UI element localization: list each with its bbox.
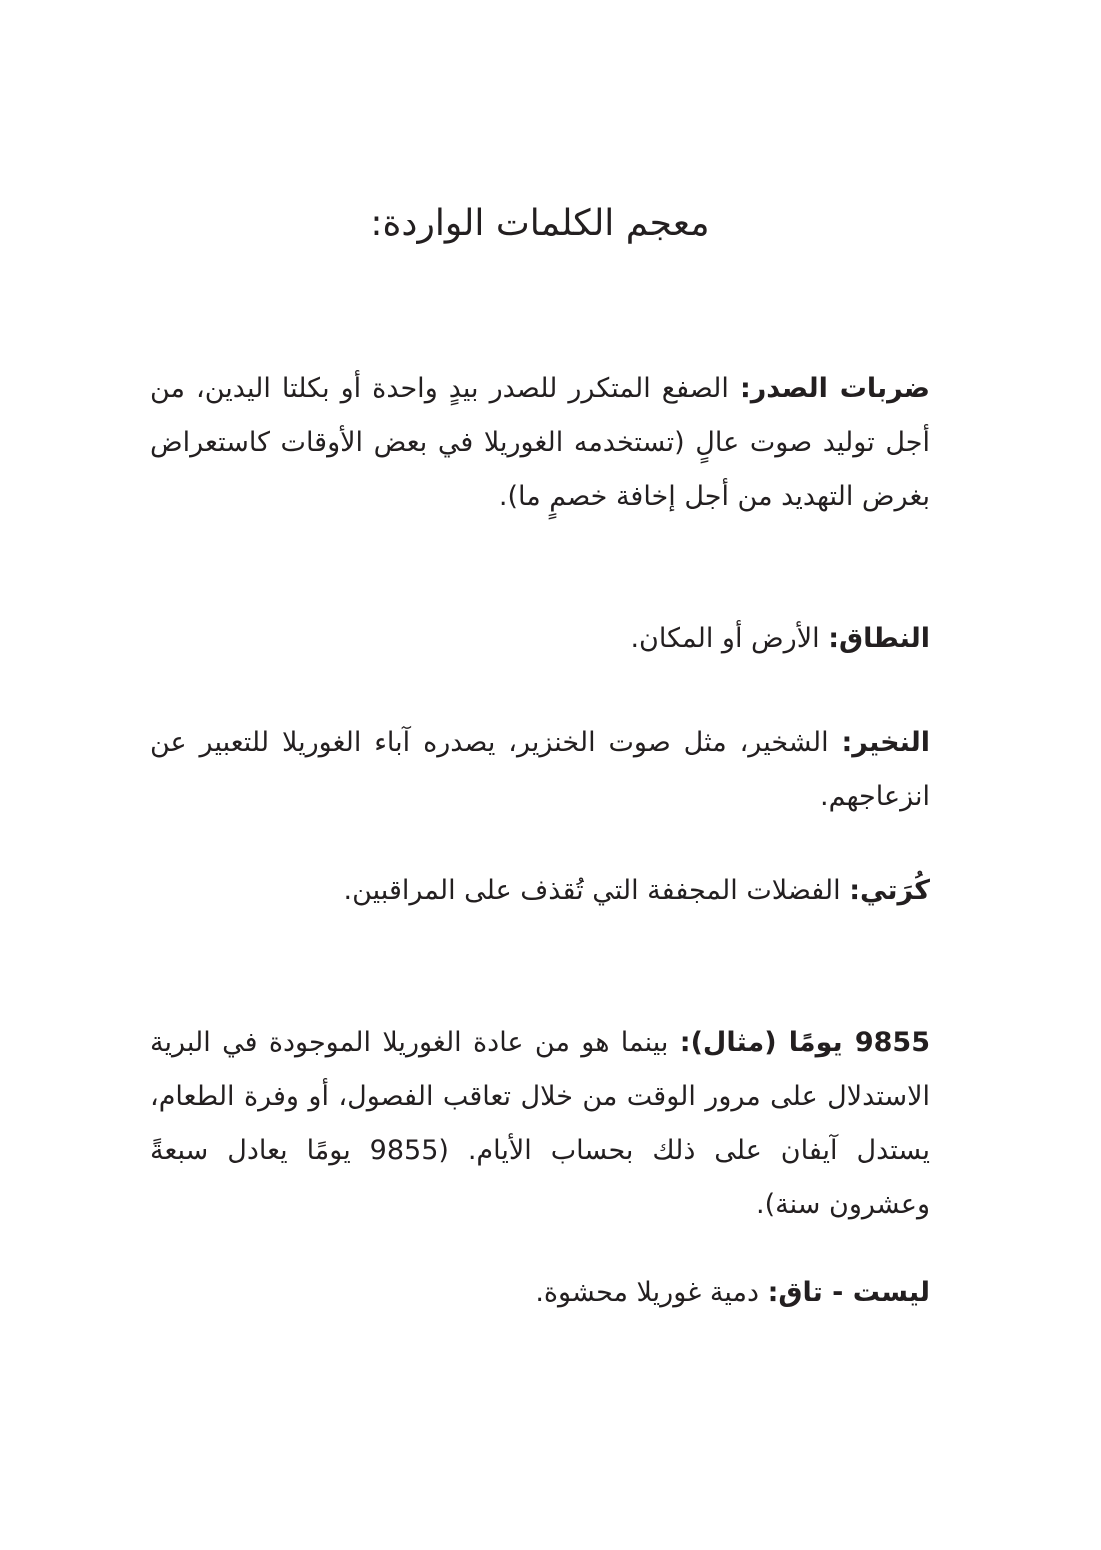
glossary-term: ضربات الصدر: bbox=[739, 373, 930, 404]
glossary-definition: بينما هو من عادة الغوريلا الموجودة في البرية الاستدلال على مرور الوقت من خلال تعاقب الفصول، أو وفرة الطعام، يستدل آيفان على ذلك بحساب الأيام. (9855 يومًا يعادل سبعةً وعشرون سنة). bbox=[150, 1027, 930, 1220]
glossary-definition: الأرض أو المكان. bbox=[630, 623, 829, 654]
glossary-entry-chest-beating bbox=[150, 362, 930, 524]
glossary-term: ليست - تاق: bbox=[767, 1277, 930, 1308]
glossary-entry-dung-balls bbox=[150, 864, 930, 918]
glossary-entry-domain bbox=[150, 612, 930, 666]
glossary-term: النطاق: bbox=[828, 623, 930, 654]
glossary-term: 9855 يومًا (مثال): bbox=[679, 1027, 930, 1058]
glossary-entry-grunt bbox=[150, 716, 930, 824]
glossary-entry-days-count bbox=[150, 1016, 930, 1232]
glossary-term: كُرَتي: bbox=[849, 875, 930, 906]
glossary-definition: الصفع المتكرر للصدر بيدٍ واحدة أو بكلتا اليدين، من أجل توليد صوت عالٍ (تستخدمه الغوريلا في بعض الأوقات كاستعراض بغرض التهديد من أجل إخافة خصمٍ ما). bbox=[150, 373, 930, 512]
glossary-entry-not-tag bbox=[150, 1266, 930, 1320]
glossary-definition: الشخير، مثل صوت الخنزير، يصدره آباء الغوريلا للتعبير عن انزعاجهم. bbox=[150, 727, 930, 812]
glossary-term: النخير: bbox=[841, 727, 930, 758]
glossary-page bbox=[150, 0, 930, 1550]
glossary-definition: دمية غوريلا محشوة. bbox=[535, 1277, 768, 1308]
glossary-definition: الفضلات المجففة التي تُقذف على المراقبين. bbox=[343, 875, 850, 906]
page-title: معجم الكلمات الواردة: bbox=[370, 203, 710, 244]
